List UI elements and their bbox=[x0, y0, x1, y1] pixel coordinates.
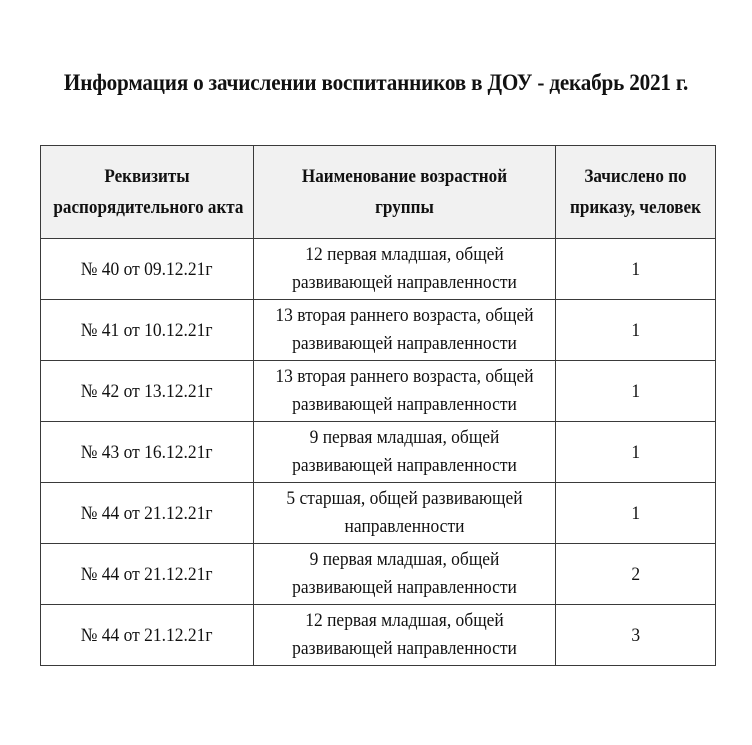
header-act-details bbox=[41, 146, 254, 239]
group-line: 12 первая младшая, общей bbox=[305, 244, 504, 265]
group-cell bbox=[254, 361, 556, 422]
table-row bbox=[41, 239, 716, 300]
page-title: Информация о зачислении воспитанников в ДОУ - декабрь 2021 г. bbox=[63, 70, 689, 95]
act-cell bbox=[41, 300, 254, 361]
act-cell bbox=[41, 361, 254, 422]
header-line: Реквизиты bbox=[104, 166, 190, 187]
group-line: 9 первая младшая, общей bbox=[309, 427, 500, 448]
group-line: развивающей направленности bbox=[292, 272, 517, 293]
count-cell bbox=[556, 544, 716, 605]
group-cell bbox=[254, 422, 556, 483]
header-enrolled-count bbox=[556, 146, 716, 239]
count-text: 1 bbox=[631, 441, 640, 463]
group-line: 5 старшая, общей развивающей bbox=[286, 488, 523, 509]
group-line: 13 вторая раннего возраста, общей bbox=[275, 366, 534, 387]
group-cell bbox=[254, 300, 556, 361]
act-text: № 43 от 16.12.21г bbox=[81, 441, 213, 463]
count-cell bbox=[556, 422, 716, 483]
group-cell bbox=[254, 544, 556, 605]
count-text: 2 bbox=[631, 563, 640, 585]
count-cell bbox=[556, 361, 716, 422]
count-text: 1 bbox=[631, 380, 640, 402]
act-cell bbox=[41, 422, 254, 483]
count-cell bbox=[556, 483, 716, 544]
group-line: 9 первая младшая, общей bbox=[309, 549, 500, 570]
group-line: 13 вторая раннего возраста, общей bbox=[275, 305, 534, 326]
table-row bbox=[41, 422, 716, 483]
act-text: № 41 от 10.12.21г bbox=[81, 319, 213, 341]
header-line: Зачислено по bbox=[584, 166, 687, 187]
group-line: развивающей направленности bbox=[292, 333, 517, 354]
act-text: № 44 от 21.12.21г bbox=[81, 624, 213, 646]
group-line: направленности bbox=[344, 516, 465, 537]
header-line: Наименование возрастной bbox=[301, 166, 508, 187]
header-group-name bbox=[254, 146, 556, 239]
table-row bbox=[41, 300, 716, 361]
group-cell bbox=[254, 239, 556, 300]
table-header-row bbox=[41, 146, 716, 239]
count-text: 1 bbox=[631, 319, 640, 341]
header-line: группы bbox=[375, 197, 434, 218]
act-cell bbox=[41, 544, 254, 605]
group-line: развивающей направленности bbox=[292, 455, 517, 476]
act-cell bbox=[41, 483, 254, 544]
table-row bbox=[41, 605, 716, 666]
enrollment-table bbox=[40, 145, 716, 666]
group-cell bbox=[254, 483, 556, 544]
count-text: 1 bbox=[631, 502, 640, 524]
table-row bbox=[41, 361, 716, 422]
group-line: развивающей направленности bbox=[292, 577, 517, 598]
act-text: № 42 от 13.12.21г bbox=[81, 380, 213, 402]
count-text: 3 bbox=[631, 624, 640, 646]
group-line: развивающей направленности bbox=[292, 638, 517, 659]
count-cell bbox=[556, 239, 716, 300]
table-row bbox=[41, 483, 716, 544]
count-text: 1 bbox=[631, 258, 640, 280]
act-text: № 44 от 21.12.21г bbox=[81, 563, 213, 585]
act-cell bbox=[41, 239, 254, 300]
act-text: № 40 от 09.12.21г bbox=[81, 258, 213, 280]
count-cell bbox=[556, 605, 716, 666]
header-line: распорядительного акта bbox=[53, 197, 244, 218]
act-cell bbox=[41, 605, 254, 666]
act-text: № 44 от 21.12.21г bbox=[81, 502, 213, 524]
table-row bbox=[41, 544, 716, 605]
group-line: 12 первая младшая, общей bbox=[305, 610, 504, 631]
group-cell bbox=[254, 605, 556, 666]
count-cell bbox=[556, 300, 716, 361]
group-line: развивающей направленности bbox=[292, 394, 517, 415]
header-line: приказу, человек bbox=[570, 197, 701, 218]
